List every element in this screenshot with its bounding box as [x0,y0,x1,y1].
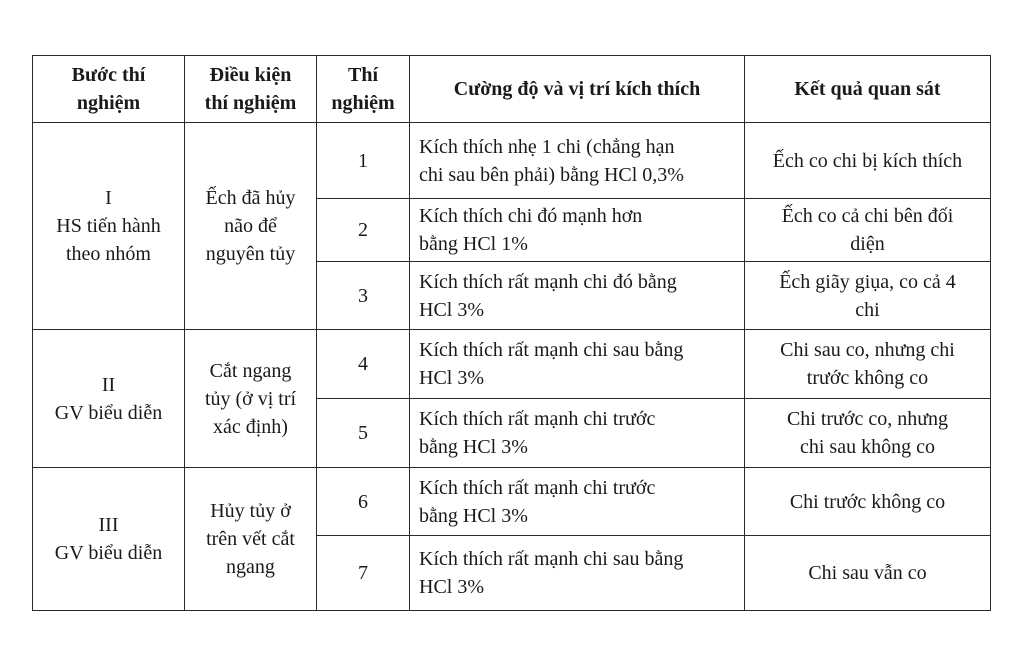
stimulus-cell: Kích thích chi đó mạnh hơn bằng HCl 1% [410,199,745,262]
result-cell: Ếch co cả chi bên đối diện [745,199,991,262]
result-cell: Ếch giãy giụa, co cả 4 chi [745,262,991,330]
stimulus-cell: Kích thích rất mạnh chi đó bằng HCl 3% [410,262,745,330]
experiment-table [32,55,991,611]
table-row [33,468,991,536]
experiment-number: 1 [317,123,410,199]
header-result: Kết quả quan sát [745,56,991,123]
condition-cell: Ếch đã hủy não để nguyên tủy [185,123,317,330]
experiment-number: 3 [317,262,410,330]
table-row [33,123,991,199]
stimulus-cell: Kích thích rất mạnh chi sau bằng HCl 3% [410,330,745,399]
result-cell: Chi sau co, nhưng chi trước không co [745,330,991,399]
table-row [33,330,991,399]
header-condition: Điều kiện thí nghiệm [185,56,317,123]
experiment-number: 6 [317,468,410,536]
step-cell: I HS tiến hành theo nhóm [33,123,185,330]
experiment-number: 2 [317,199,410,262]
header-experiment-number: Thí nghiệm [317,56,410,123]
result-cell: Chi sau vẫn co [745,536,991,611]
step-cell: II GV biểu diễn [33,330,185,468]
stimulus-cell: Kích thích rất mạnh chi trước bằng HCl 3% [410,468,745,536]
condition-cell: Hủy tủy ở trên vết cắt ngang [185,468,317,611]
step-cell: III GV biểu diễn [33,468,185,611]
result-cell: Chi trước không co [745,468,991,536]
condition-cell: Cắt ngang tủy (ở vị trí xác định) [185,330,317,468]
experiment-number: 5 [317,399,410,468]
experiment-number: 7 [317,536,410,611]
stimulus-cell: Kích thích rất mạnh chi trước bằng HCl 3% [410,399,745,468]
header-step: Bước thí nghiệm [33,56,185,123]
result-cell: Chi trước co, nhưng chi sau không co [745,399,991,468]
result-cell: Ếch co chi bị kích thích [745,123,991,199]
experiment-number: 4 [317,330,410,399]
stimulus-cell: Kích thích nhẹ 1 chi (chẳng hạn chi sau bên phải) bằng HCl 0,3% [410,123,745,199]
header-stimulus: Cường độ và vị trí kích thích [410,56,745,123]
header-row [33,56,991,123]
stimulus-cell: Kích thích rất mạnh chi sau bằng HCl 3% [410,536,745,611]
